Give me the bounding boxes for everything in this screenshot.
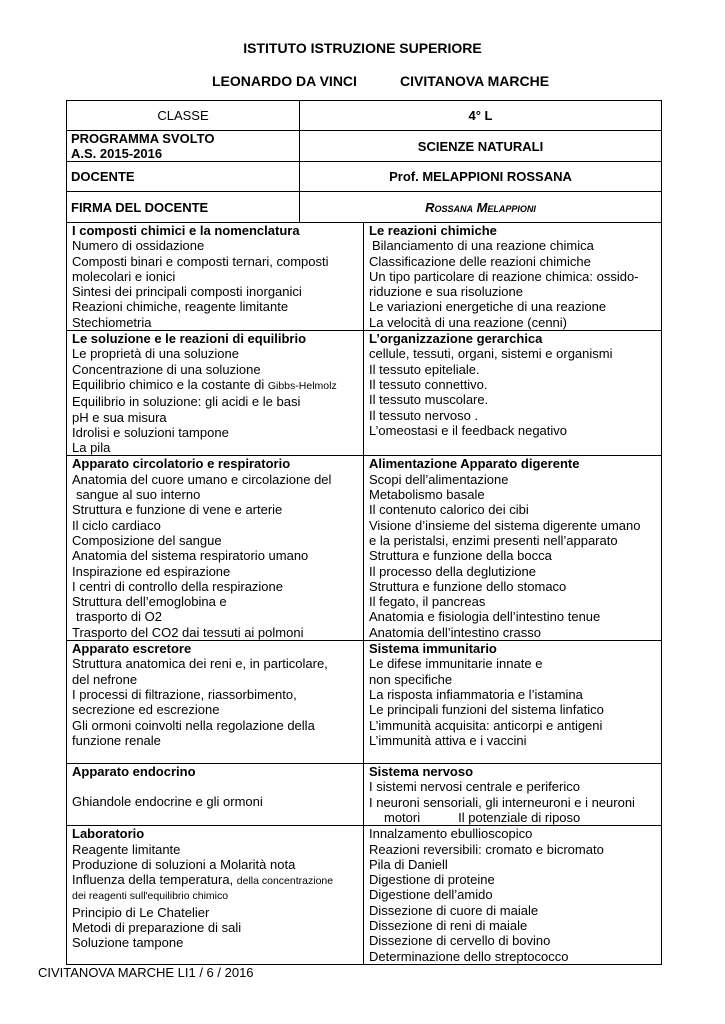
- topic-title: Alimentazione Apparato digerente: [369, 456, 580, 472]
- topic-cell: [364, 456, 662, 641]
- topic-line-influenza: [72, 872, 363, 889]
- docente-signature: Rossana Melappioni: [425, 199, 536, 215]
- topic-cell: [364, 331, 662, 456]
- topic-line: Il tessuto nervoso .: [369, 407, 479, 423]
- topic-line: Produzione di soluzioni a Molarità nota: [72, 856, 296, 872]
- topic-line: Anatomia dell’intestino crasso: [369, 624, 541, 640]
- programma-row: [67, 131, 662, 162]
- topic-line-text: Equilibrio chimico e la costante di: [72, 376, 265, 392]
- institute-title: ISTITUTO ISTRUZIONE SUPERIORE: [243, 40, 482, 56]
- program-row: [67, 223, 662, 331]
- firma-cell: [300, 192, 662, 223]
- influenza-note: della concentrazione: [236, 875, 334, 888]
- topic-line: I neuroni sensoriali, gli interneuroni e i neuroni: [369, 794, 635, 810]
- topic-cell: [67, 456, 364, 641]
- topic-line: Stechiometria: [72, 314, 152, 330]
- topic-line: L’immunità acquisita: anticorpi e antigeni: [369, 717, 603, 733]
- topic-line: Struttura dell’emoglobina e: [72, 594, 227, 610]
- topic-line: Un tipo particolare di reazione chimica: ossido-: [369, 268, 639, 284]
- topic-title: Le reazioni chimiche: [369, 223, 497, 238]
- topic-line: Dissezione di reni di maiale: [369, 918, 528, 934]
- topic-line: Il tessuto connettivo.: [369, 376, 488, 392]
- topic-line-text: motori: [384, 809, 421, 825]
- topic-line: I processi di filtrazione, riassorbimento,: [72, 686, 297, 702]
- topic-cell: [364, 764, 662, 826]
- topic-line: Le difese immunitarie innate e: [369, 656, 543, 672]
- gibbs-helmolz-note: Gibbs-Helmolz: [267, 379, 337, 392]
- classe-value: 4° L: [300, 101, 662, 131]
- topic-line: L’omeostasi e il feedback negativo: [369, 422, 568, 438]
- topic-line: Innalzamento ebullioscopico: [369, 826, 533, 842]
- docente-value: Prof. MELAPPIONI ROSSANA: [300, 162, 662, 192]
- school-name: LEONARDO DA VINCI: [212, 73, 357, 89]
- topic-title: L’organizzazione gerarchica: [369, 331, 543, 347]
- topic-line: molecolari e ionici: [72, 268, 176, 284]
- topic-line: Il contenuto calorico dei cibi: [369, 502, 529, 518]
- firma-row: [67, 192, 662, 223]
- program-table: [66, 222, 662, 965]
- topic-line: Il fegato, il pancreas: [369, 594, 486, 610]
- docente-row: [67, 162, 662, 192]
- topic-line-text: Il potenziale di riposo: [458, 809, 581, 825]
- topic-line: non specifiche: [369, 671, 453, 687]
- topic-line: del nefrone: [72, 671, 138, 687]
- topic-cell: [67, 223, 364, 331]
- topic-line: Il ciclo cardiaco: [72, 517, 161, 533]
- topic-line: Concentrazione di una soluzione: [72, 361, 261, 377]
- classe-label: CLASSE: [67, 101, 300, 131]
- topic-line: Anatomia del sistema respiratorio umano: [72, 548, 309, 564]
- program-row: [67, 456, 662, 641]
- topic-line: Struttura e funzione dello stomaco: [369, 578, 567, 594]
- topic-line: Composizione del sangue: [72, 532, 222, 548]
- topic-cell: [364, 826, 662, 965]
- topic-line: Composti binari e composti ternari, composti: [72, 253, 329, 269]
- topic-line: Le proprietà di una soluzione: [72, 346, 239, 362]
- program-row: [67, 764, 662, 826]
- spacer: [369, 748, 661, 763]
- program-row: [67, 331, 662, 456]
- topic-title: Sistema nervoso: [369, 764, 474, 780]
- topic-line: Digestione di proteine: [369, 872, 495, 888]
- topic-line: funzione renale: [72, 732, 161, 748]
- topic-line: Numero di ossidazione: [72, 238, 205, 254]
- topic-line: I sistemi nervosi centrale e periferico: [369, 779, 580, 795]
- topic-line: Le variazioni energetiche di una reazione: [369, 299, 607, 315]
- topic-line: Dissezione di cuore di maiale: [369, 902, 539, 918]
- topic-line: Pila di Daniell: [369, 856, 448, 872]
- topic-title: Apparato endocrino: [72, 764, 196, 780]
- topic-line: Il tessuto epiteliale.: [369, 361, 480, 377]
- topic-title: Apparato escretore: [72, 641, 192, 657]
- topic-cell: [67, 764, 364, 826]
- topic-line: Il processo della deglutizione: [369, 563, 536, 579]
- topic-cell: [364, 223, 662, 331]
- topic-line: riduzione e sua risoluzione: [369, 284, 523, 300]
- programma-label-line2: A.S. 2015-2016: [71, 146, 163, 161]
- topic-line: trasporto di O2: [76, 609, 162, 625]
- topic-line: Scopi dell’alimentazione: [369, 471, 509, 487]
- topic-line: I centri di controllo della respirazione: [72, 578, 283, 594]
- topic-line: sangue al suo interno: [76, 487, 201, 503]
- topic-line: Dissezione di cervello di bovino: [369, 933, 551, 949]
- influenza-note-cont: dei reagenti sull'equilibrio chimico: [72, 890, 229, 903]
- topic-cell: [67, 641, 364, 764]
- topic-line: Il tessuto muscolare.: [369, 392, 489, 408]
- topic-line-gibbs: [72, 377, 363, 394]
- topic-line: La velocità di una reazione (cenni): [369, 314, 568, 330]
- topic-line: Anatomia del cuore umano e circolazione del: [72, 471, 332, 487]
- topic-line: Gli ormoni coinvolti nella regolazione della: [72, 717, 315, 733]
- topic-line: Sintesi dei principali composti inorganici: [72, 284, 302, 300]
- footer-place-date: CIVITANOVA MARCHE LI1 / 6 / 2016: [38, 965, 254, 980]
- topic-title: Sistema immunitario: [369, 641, 497, 657]
- topic-line: Principio di Le Chatelier: [72, 904, 210, 920]
- topic-line: Bilanciamento di una reazione chimica: [372, 238, 594, 254]
- topic-line: La pila: [72, 440, 111, 456]
- topic-line: La risposta infiammatoria e l’istamina: [369, 686, 583, 702]
- topic-line: Soluzione tampone: [72, 935, 184, 951]
- topic-line: pH e sua misura: [72, 409, 167, 425]
- topic-line: Le principali funzioni del sistema linfatico: [369, 702, 604, 718]
- topic-line: Trasporto del CO2 dai tessuti ai polmoni: [72, 624, 304, 640]
- classe-row: [67, 101, 662, 131]
- topic-line-text: Influenza della temperatura,: [72, 872, 234, 888]
- topic-line: Determinazione dello streptococco: [369, 948, 569, 964]
- topic-title: I composti chimici e la nomenclatura: [72, 223, 300, 238]
- topic-title: Laboratorio: [72, 826, 145, 842]
- program-row: [67, 826, 662, 965]
- topic-title: Apparato circolatorio e respiratorio: [72, 456, 291, 472]
- topic-line: Metabolismo basale: [369, 487, 485, 503]
- topic-line-split: [369, 810, 661, 825]
- docente-label: DOCENTE: [67, 162, 300, 192]
- topic-line: secrezione ed escrezione: [72, 702, 220, 718]
- programma-value: SCIENZE NATURALI: [300, 131, 662, 162]
- topic-line: Equilibrio in soluzione: gli acidi e le basi: [72, 394, 301, 410]
- topic-line: Struttura anatomica dei reni e, in particolare,: [72, 656, 328, 672]
- topic-line: Reazioni chimiche, reagente limitante: [72, 299, 289, 315]
- program-row: [67, 641, 662, 764]
- topic-line: Struttura e funzione della bocca: [369, 548, 552, 564]
- topic-line: Reagente limitante: [72, 841, 181, 857]
- programma-label: [67, 131, 300, 162]
- topic-title: Le soluzione e le reazioni di equilibrio: [72, 331, 307, 347]
- spacer: [72, 779, 363, 794]
- topic-line: Visione d’insieme del sistema digerente umano: [369, 517, 641, 533]
- topic-line: Inspirazione ed espirazione: [72, 563, 231, 579]
- programma-label-line1: PROGRAMMA SVOLTO: [71, 131, 215, 146]
- header-info-table: [66, 100, 662, 223]
- topic-cell: [364, 641, 662, 764]
- spacer: [72, 748, 363, 763]
- topic-line: Anatomia e fisiologia dell’intestino tenue: [369, 609, 601, 625]
- topic-line: Idrolisi e soluzioni tampone: [72, 424, 229, 440]
- topic-cell: [67, 826, 364, 965]
- topic-cell: [67, 331, 364, 456]
- topic-line: Reazioni reversibili: cromato e bicromato: [369, 841, 604, 857]
- topic-line: L’immunità attiva e i vaccini: [369, 732, 527, 748]
- firma-label: FIRMA DEL DOCENTE: [67, 192, 300, 223]
- topic-line: Metodi di preparazione di sali: [72, 920, 242, 936]
- topic-line: Digestione dell’amido: [369, 887, 493, 903]
- topic-line: cellule, tessuti, organi, sistemi e organismi: [369, 346, 613, 362]
- topic-line: Struttura e funzione di vene e arterie: [72, 502, 283, 518]
- topic-line: Ghiandole endocrine e gli ormoni: [72, 794, 263, 810]
- topic-line: Classificazione delle reazioni chimiche: [369, 253, 591, 269]
- topic-line: e la peristalsi, enzimi presenti nell’apparato: [369, 532, 618, 548]
- school-city: CIVITANOVA MARCHE: [400, 73, 550, 89]
